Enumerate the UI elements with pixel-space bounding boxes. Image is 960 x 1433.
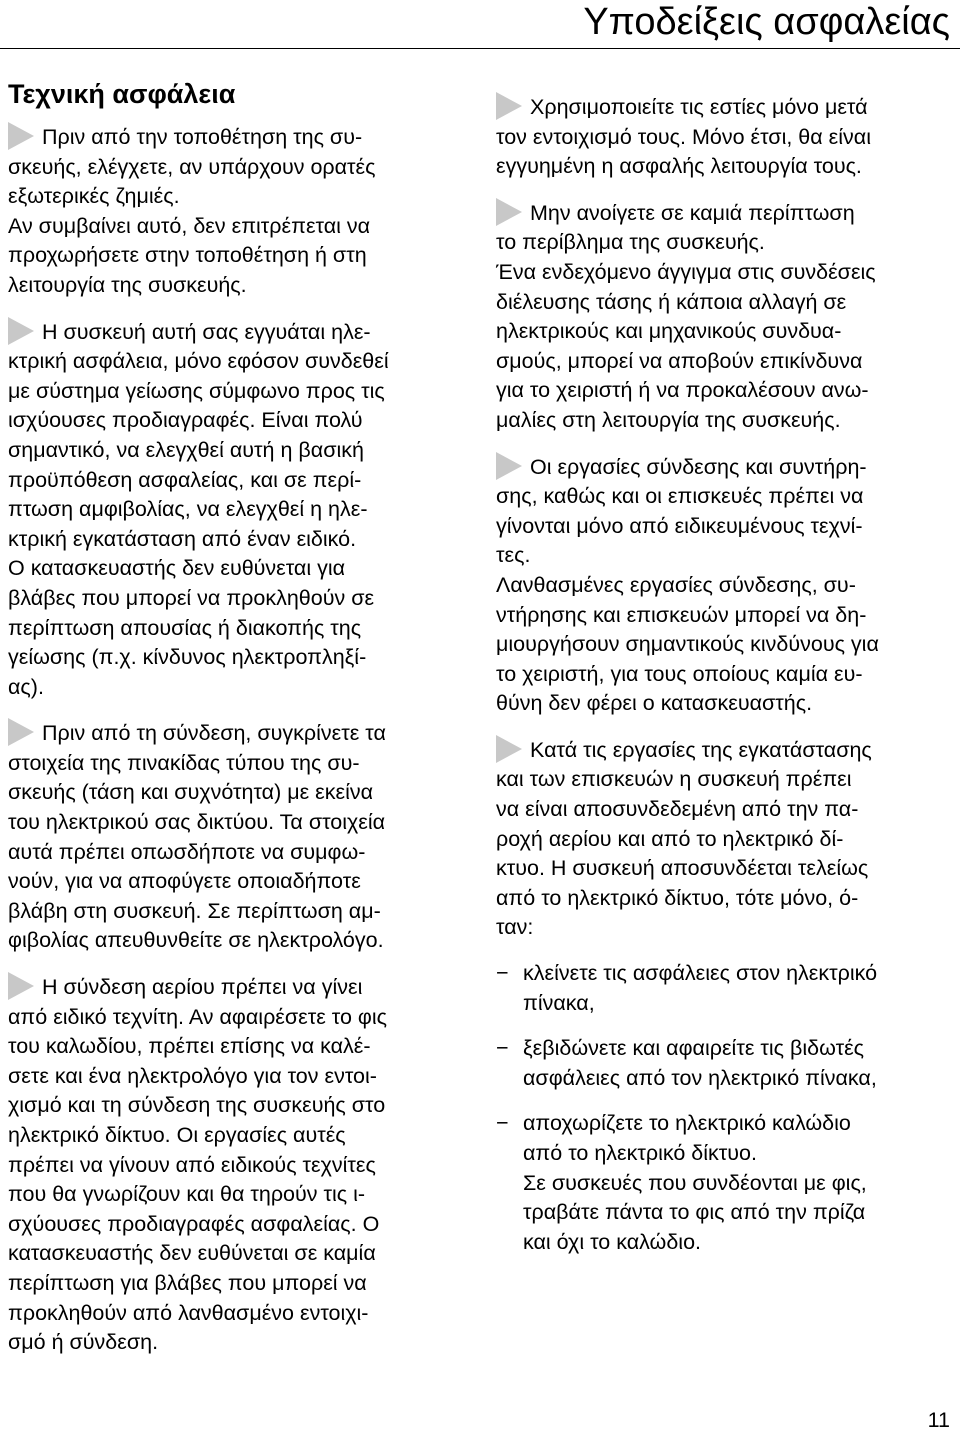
text-line: Ο κατασκευαστής δεν ευθύνεται για: [8, 556, 346, 581]
arrow-bullet-icon: [8, 317, 34, 345]
text-line: βλάβη στη συσκευή. Σε περίπτωση αμ-: [8, 898, 381, 923]
page-header-title: Υποδείξεις ασφαλείας: [583, 1, 950, 43]
text-line: σης, καθώς και οι επισκευές πρέπει να: [496, 484, 864, 509]
text-line: πρέπει να γίνουν από ειδικούς τεχνίτες: [8, 1152, 376, 1177]
text-line: Πριν από τη σύνδεση, συγκρίνετε τα: [8, 718, 473, 749]
list-item: [496, 1109, 956, 1257]
arrow-bullet-icon: [8, 122, 34, 150]
text-line: Μην ανοίγετε σε καμιά περίπτωση: [496, 198, 956, 229]
text-line: ξεβιδώνετε και αφαιρείτε τις βιδωτές: [523, 1036, 865, 1061]
text-line: να είναι αποσυνδεδεμένη από την πα-: [496, 797, 859, 822]
left-column: [8, 76, 473, 1374]
instruction-block: [496, 198, 956, 436]
arrow-bullet-icon: [496, 92, 522, 120]
text-line: πτωση αμφιβολίας, να ελεγχθεί η ηλε-: [8, 497, 368, 522]
text-line: διέλευσης τάσης ή κάποια αλλαγή σε: [496, 289, 847, 314]
text-line: προχωρήσετε στην τοποθέτηση ή στη: [8, 243, 367, 268]
text-line: νούν, για να αποφύγετε οποιαδήποτε: [8, 869, 361, 894]
text-line: Σε συσκευές που συνδέονται με φις,: [523, 1170, 867, 1195]
text-line: ροχή αερίου και από το ηλεκτρικό δί-: [496, 826, 844, 851]
instruction-block: [8, 718, 473, 956]
arrow-bullet-icon: [8, 718, 34, 746]
list-item: [496, 959, 956, 1018]
text-line: κτυο. Η συσκευή αποσυνδέεται τελείως: [496, 856, 869, 881]
text-line: τραβάτε πάντα το φις από την πρίζα: [523, 1200, 866, 1225]
text-line: Κατά τις εργασίες της εγκατάστασης: [496, 735, 956, 766]
text-line: ηλεκτρικό δίκτυο. Οι εργασίες αυτές: [8, 1123, 346, 1147]
arrow-bullet-icon: [496, 198, 522, 226]
arrow-bullet-icon: [496, 452, 522, 480]
arrow-bullet-icon: [496, 735, 522, 763]
text-line: θύνη δεν φέρει ο κατασκευαστής.: [496, 691, 813, 716]
text-line: σετε και ένα ηλεκτρολόγο για τον εντοι-: [8, 1063, 377, 1088]
text-line: από το ηλεκτρικό δίκτυο, τότε μόνο, ό-: [496, 885, 859, 910]
text-line: προϋπόθεση ασφαλείας, και σε περί-: [8, 467, 362, 492]
text-line: του ηλεκτρικού σας δικτύου. Τα στοιχεία: [8, 810, 386, 835]
text-line: εξωτερικές ζημιές.: [8, 184, 180, 209]
text-line: σκευής, ελέγχετε, αν υπάρχουν ορατές: [8, 154, 376, 179]
right-column: [496, 92, 956, 1273]
dash-bullet: −: [496, 1111, 509, 1136]
text-line: Λανθασμένες εργασίες σύνδεσης, συ-: [496, 572, 856, 597]
text-line: μαλίες στη λειτουργία της συσκευής.: [496, 407, 841, 432]
text-line: εγγυημένη η ασφαλής λειτουργία τους.: [496, 154, 862, 179]
text-line: φιβολίας απευθυνθείτε σε ηλεκτρολόγο.: [8, 928, 384, 953]
text-line: που θα γνωρίζουν και θα τηρούν τις ι-: [8, 1182, 366, 1207]
text-line: χισμό και τη σύνδεση της συσκευής στο: [8, 1093, 386, 1118]
text-line: σμό ή σύνδεση.: [8, 1330, 159, 1355]
text-line: ασφάλειες από τον ηλεκτρικό πίνακα,: [523, 1065, 877, 1090]
text-line: τες.: [496, 543, 531, 568]
text-line: Χρησιμοποιείτε τις εστίες μόνο μετά: [496, 92, 956, 123]
header-divider: [0, 48, 960, 49]
text-line: μιουργήσουν σημαντικούς κινδύνους για: [496, 632, 879, 657]
dash-bullet: −: [496, 1036, 509, 1061]
text-line: κτρική ασφάλεια, μόνο εφόσον συνδεθεί: [8, 349, 389, 374]
text-line: και όχι το καλώδιο.: [523, 1229, 702, 1254]
text-line: γείωσης (π.χ. κίνδυνος ηλεκτροπληξί-: [8, 645, 367, 670]
text-line: σκευής (τάση και συχνότητα) με εκείνα: [8, 780, 374, 805]
text-line: σχύουσες προδιαγραφές ασφαλείας. Ο: [8, 1211, 380, 1236]
text-line: ας).: [8, 674, 44, 699]
text-line: το περίβλημα της συσκευής.: [496, 230, 765, 255]
text-line: σημαντικό, να ελεγχθεί αυτή η βασική: [8, 437, 364, 462]
text-line: ταν:: [496, 915, 534, 940]
arrow-bullet-icon: [8, 972, 34, 1000]
text-line: το χειριστή, για τους οποίους καμία ευ-: [496, 661, 863, 686]
text-line: γίνονται μόνο από ειδικευμένους τεχνί-: [496, 513, 863, 538]
instruction-block: [496, 452, 956, 719]
text-line: λειτουργία της συσκευής.: [8, 272, 247, 297]
section-title: Τεχνική ασφάλεια: [8, 79, 236, 109]
text-line: με σύστημα γείωσης σύμφωνο προς τις: [8, 378, 385, 403]
text-line: βλάβες που μπορεί να προκληθούν σε: [8, 585, 375, 610]
instruction-block: [8, 317, 473, 703]
text-line: ηλεκτρικούς και μηχανικούς συνδυα-: [496, 319, 842, 344]
text-line: για το χειριστή ή να προκαλέσουν ανω-: [496, 378, 869, 403]
text-line: Πριν από την τοποθέτηση της συ-: [8, 122, 473, 153]
text-line: Η σύνδεση αερίου πρέπει να γίνει: [8, 972, 473, 1003]
text-line: αυτά πρέπει οπωσδήποτε να συμφω-: [8, 839, 366, 864]
text-line: Ένα ενδεχόμενο άγγιγμα στις συνδέσεις: [496, 259, 876, 284]
dash-bullet: −: [496, 961, 509, 986]
instruction-block: [8, 122, 473, 301]
page-number: 11: [927, 1408, 950, 1432]
text-line: ντήρησης και επισκευών μπορεί να δη-: [496, 602, 867, 627]
text-line: από ειδικό τεχνίτη. Αν αφαιρέσετε το φις: [8, 1004, 387, 1029]
text-line: από το ηλεκτρικό δίκτυο.: [523, 1141, 757, 1165]
text-line: αποχωρίζετε το ηλεκτρικό καλώδιο: [523, 1111, 851, 1136]
text-line: Η συσκευή αυτή σας εγγυάται ηλε-: [8, 317, 473, 348]
instruction-block: [496, 92, 956, 182]
text-line: σμούς, μπορεί να αποβούν επικίνδυνα: [496, 348, 863, 373]
instruction-block: [8, 972, 473, 1358]
text-line: κατασκευαστής δεν ευθύνεται σε καμία: [8, 1241, 376, 1266]
text-line: προκληθούν από λανθασμένο εντοιχι-: [8, 1300, 369, 1325]
text-line: και των επισκευών η συσκευή πρέπει: [496, 767, 852, 792]
list-item: [496, 1034, 956, 1093]
text-line: στοιχεία της πινακίδας τύπου της συ-: [8, 750, 360, 775]
text-line: περίπτωση για βλάβες που μπορεί να: [8, 1270, 367, 1295]
text-line: κτρική εγκατάσταση από έναν ειδικό.: [8, 526, 357, 551]
text-line: ισχύουσες προδιαγραφές. Είναι πολύ: [8, 408, 363, 433]
text-line: Οι εργασίες σύνδεσης και συντήρη-: [496, 452, 956, 483]
text-line: του καλωδίου, πρέπει επίσης να καλέ-: [8, 1034, 371, 1059]
text-line: τον εντοιχισμό τους. Μόνο έτσι, θα είναι: [496, 124, 871, 149]
text-line: κλείνετε τις ασφάλειες στον ηλεκτρικό: [523, 961, 878, 986]
text-line: πίνακα,: [523, 990, 595, 1015]
instruction-block: [496, 735, 956, 943]
text-line: περίπτωση απουσίας ή διακοπής της: [8, 615, 362, 640]
text-line: Αν συμβαίνει αυτό, δεν επιτρέπεται να: [8, 213, 371, 238]
